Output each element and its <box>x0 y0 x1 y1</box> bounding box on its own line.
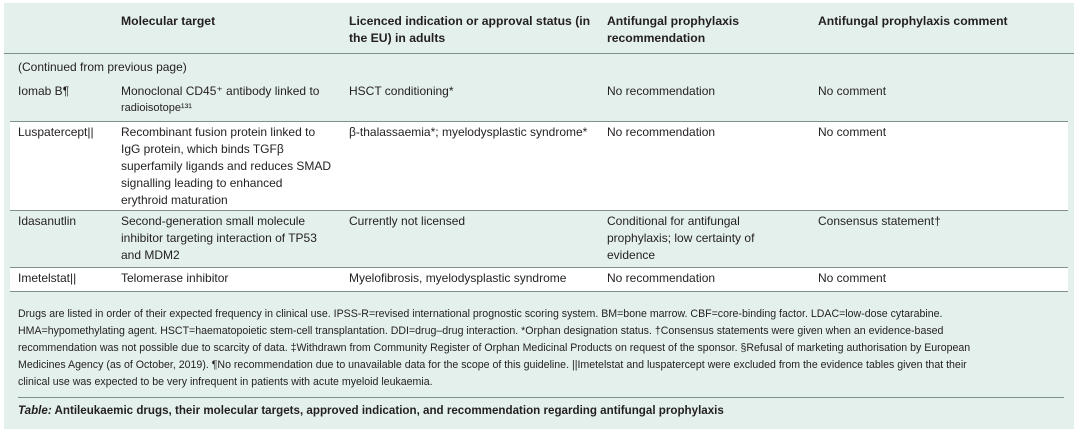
cell-drug: Imetelstat|| <box>18 271 77 285</box>
table-row <box>10 267 1068 292</box>
table-header <box>4 3 1074 54</box>
cell-target <box>121 213 341 264</box>
cell-target-line: Monoclonal CD45⁺ antibody linked to <box>121 84 320 98</box>
header-recommendation-line: recommendation <box>607 31 706 45</box>
header-molecular-target: Molecular target <box>121 14 216 28</box>
cell-target-line: IgG protein, which binds TGFβ <box>121 142 284 156</box>
table-bottom-rule <box>10 291 1068 292</box>
cell-recommendation-line: No recommendation <box>607 84 716 98</box>
table-caption <box>18 402 1064 419</box>
cell-drug: Luspatercept|| <box>18 125 94 139</box>
cell-recommendation <box>607 83 807 100</box>
cell-target-line: Second-generation small molecule <box>121 214 306 228</box>
continued-note: (Continued from previous page) <box>18 60 187 74</box>
cell-indication: HSCT conditioning* <box>349 84 454 98</box>
header-licenced-indication-line: the EU) in adults <box>349 31 446 45</box>
cell-comment: Consensus statement† <box>818 214 941 228</box>
header-recommendation-line: Antifungal prophylaxis <box>607 14 740 28</box>
cell-recommendation <box>607 124 807 141</box>
cell-target-line: signalling leading to enhanced <box>121 176 283 190</box>
cell-target <box>121 124 341 209</box>
cell-target-line: superfamily ligands and reduces SMAD <box>121 159 332 173</box>
cell-recommendation <box>607 270 807 287</box>
cell-recommendation-line: No recommendation <box>607 271 716 285</box>
cell-target-line: inhibitor targeting interaction of TP53 <box>121 231 317 245</box>
table-footnotes <box>18 306 1064 398</box>
cell-target-line: Telomerase inhibitor <box>121 271 229 285</box>
cell-recommendation-line: prophylaxis; low certainty of <box>607 231 755 245</box>
footnote-line: HMA=hypomethylating agent. HSCT=haematopoietic stem-cell transplantation. DDI=drug–drug interaction. *Orphan designation status. †Consensus statements were given when an evidence-based <box>18 325 944 337</box>
cell-target <box>121 270 341 287</box>
footnote-line: recommendation was not possible due to scarcity of data. ‡Withdrawn from Community Register of Orphan Medicinal Products on request of the sponsor. §Refusal of marketing authorisation by European <box>18 342 971 354</box>
cell-target-line: erythroid maturation <box>121 193 228 207</box>
cell-recommendation-line: Conditional for antifungal <box>607 214 740 228</box>
cell-target-line: and MDM2 <box>121 248 180 262</box>
cell-drug: Iomab B¶ <box>18 84 70 98</box>
table-row <box>10 81 1068 121</box>
header-licenced-indication <box>349 13 590 47</box>
header-prophylaxis-comment: Antifungal prophylaxis comment <box>818 14 1008 28</box>
cell-indication: β-thalassaemia*; myelodysplastic syndrome* <box>349 125 588 139</box>
header-licenced-indication-line: Licenced indication or approval status (in <box>349 14 591 28</box>
cell-recommendation-line: No recommendation <box>607 125 716 139</box>
table-row <box>10 121 1068 211</box>
caption-label: Table: <box>18 404 52 417</box>
caption-text: Antileukaemic drugs, their molecular targets, approved indication, and recommendation regarding antifungal prophylaxis <box>51 404 724 417</box>
cell-indication: Currently not licensed <box>349 214 466 228</box>
cell-indication: Myelofibrosis, myelodysplastic syndrome <box>349 271 567 285</box>
cell-comment: No comment <box>818 271 887 285</box>
cell-target-line: radioisotope¹³¹ <box>121 102 192 114</box>
table-panel <box>4 3 1074 429</box>
cell-target-line: Recombinant fusion protein linked to <box>121 125 316 139</box>
cell-recommendation-line: evidence <box>607 248 656 262</box>
cell-comment: No comment <box>818 125 887 139</box>
footnote-line: Medicines Agency (as of October, 2019). ¶No recommendation due to unavailable data for the scope of this guideline. ||Imetelstat and luspatercept were excluded from the evidence tables given that their <box>18 359 967 371</box>
cell-comment: No comment <box>818 84 887 98</box>
cell-target <box>121 83 341 117</box>
footnote-line: Drugs are listed in order of their expected frequency in clinical use. IPSS-R=revised international prognostic scoring system. BM=bone marrow. CBF=core-binding factor. LDAC=low-dose cytarabine. <box>18 308 943 320</box>
footnote-line: clinical use was expected to be very infrequent in patients with acute myeloid leukaemia. <box>18 376 433 388</box>
cell-recommendation <box>607 213 807 264</box>
table-row <box>10 210 1068 268</box>
cell-drug: Idasanutlin <box>18 214 77 228</box>
header-prophylaxis-recommendation <box>607 13 739 47</box>
